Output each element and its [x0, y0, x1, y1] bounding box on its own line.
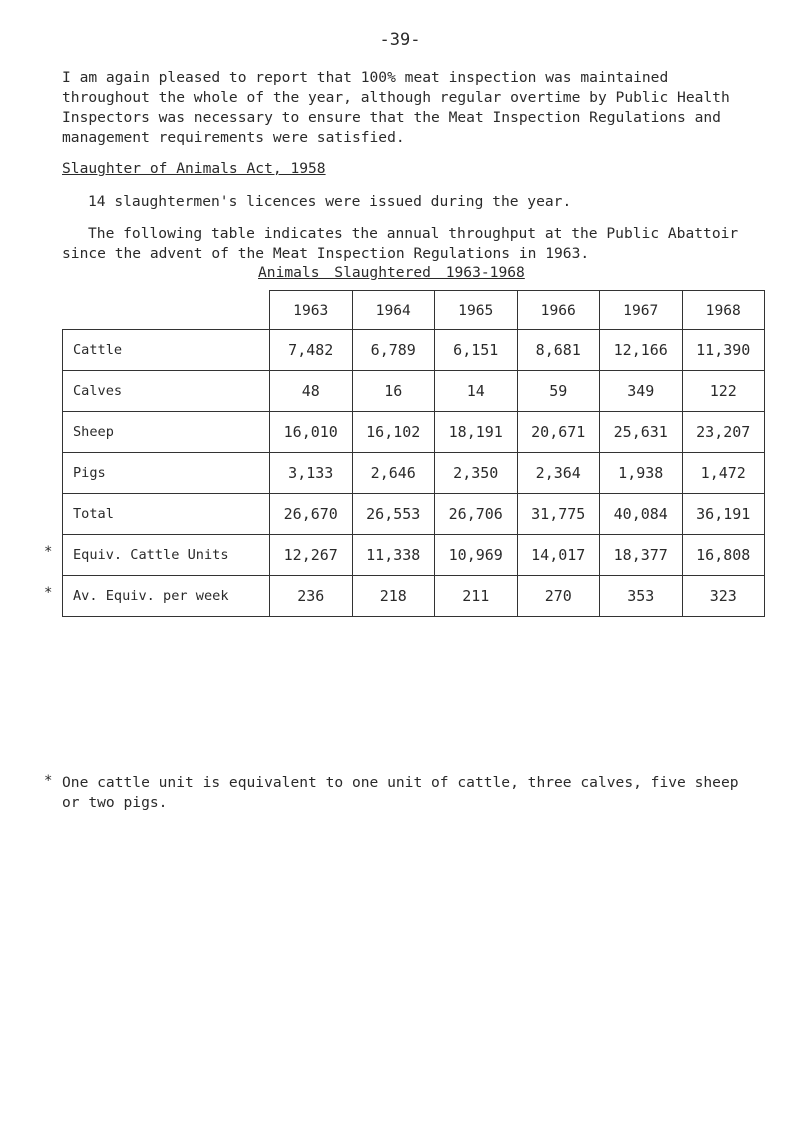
table-cell: 31,775 [517, 494, 600, 535]
table-cell: 2,646 [352, 453, 435, 494]
table-cell: 26,670 [270, 494, 353, 535]
table-cell: 16,102 [352, 412, 435, 453]
table-cell: 48 [270, 371, 353, 412]
table-row [63, 412, 765, 453]
table-row [63, 371, 765, 412]
table-cell: 2,350 [435, 453, 518, 494]
table-row [63, 576, 765, 617]
table-cell: 12,267 [270, 535, 353, 576]
table-row [63, 330, 765, 371]
table-cell: 14 [435, 371, 518, 412]
table-row [63, 494, 765, 535]
header-year: 1967 [600, 291, 683, 330]
table-cell: 20,671 [517, 412, 600, 453]
header-year: 1964 [352, 291, 435, 330]
row-label: Cattle [63, 330, 270, 371]
table-cell: 6,789 [352, 330, 435, 371]
table-cell: 18,377 [600, 535, 683, 576]
table-cell: 36,191 [682, 494, 765, 535]
table-cell: 1,472 [682, 453, 765, 494]
table-cell: 40,084 [600, 494, 683, 535]
table-cell: 7,482 [270, 330, 353, 371]
table-cell: 211 [435, 576, 518, 617]
header-year: 1966 [517, 291, 600, 330]
table-header-row [63, 291, 765, 330]
section-heading: Slaughter of Animals Act, 1958 [62, 160, 326, 177]
header-corner [63, 291, 270, 330]
table-cell: 11,338 [352, 535, 435, 576]
table-cell: 16 [352, 371, 435, 412]
row-label: Equiv. Cattle Units [63, 535, 270, 576]
header-year: 1965 [435, 291, 518, 330]
table-body [63, 330, 765, 617]
table-cell: 122 [682, 371, 765, 412]
table-cell: 323 [682, 576, 765, 617]
table-cell: 218 [352, 576, 435, 617]
table-cell: 11,390 [682, 330, 765, 371]
row-label: Calves [63, 371, 270, 412]
header-year: 1968 [682, 291, 765, 330]
table-intro: The following table indicates the annual throughput at the Public Abattoir since the advent of the Meat Inspection Regulations in 1963. [62, 225, 739, 262]
footnote: One cattle unit is equivalent to one unit of cattle, three calves, five sheep or two pigs. [62, 774, 739, 811]
table-row [63, 535, 765, 576]
table-cell: 236 [270, 576, 353, 617]
table-cell: 3,133 [270, 453, 353, 494]
licences-text: 14 slaughtermen's licences were issued during the year. [88, 193, 572, 210]
table-cell: 6,151 [435, 330, 518, 371]
table-cell: 26,706 [435, 494, 518, 535]
page-number: -39- [379, 30, 421, 50]
row-asterisk: * [44, 585, 53, 601]
intro-paragraph: I am again pleased to report that 100% meat inspection was maintained throughout the whole of the year, although regular overtime by Public Health Inspectors was necessary to ensure that the Meat Inspection Regulations and management requirements were satisfied. [62, 69, 730, 146]
row-asterisk: * [44, 544, 53, 560]
table-cell: 2,364 [517, 453, 600, 494]
table-cell: 59 [517, 371, 600, 412]
table-cell: 16,010 [270, 412, 353, 453]
table-cell: 270 [517, 576, 600, 617]
table-cell: 8,681 [517, 330, 600, 371]
table-row [63, 453, 765, 494]
table-cell: 14,017 [517, 535, 600, 576]
table-title: Animals Slaughtered 1963-1968 [258, 264, 525, 281]
header-year: 1963 [270, 291, 353, 330]
table-cell: 10,969 [435, 535, 518, 576]
row-label: Total [63, 494, 270, 535]
row-label: Av. Equiv. per week [63, 576, 270, 617]
table-cell: 12,166 [600, 330, 683, 371]
row-label: Sheep [63, 412, 270, 453]
table-cell: 349 [600, 371, 683, 412]
row-label: Pigs [63, 453, 270, 494]
table-cell: 1,938 [600, 453, 683, 494]
animals-slaughtered-table [62, 290, 765, 617]
table-cell: 23,207 [682, 412, 765, 453]
footnote-marker: * [44, 773, 53, 789]
table-cell: 353 [600, 576, 683, 617]
table-cell: 25,631 [600, 412, 683, 453]
table-cell: 26,553 [352, 494, 435, 535]
table-cell: 18,191 [435, 412, 518, 453]
table-cell: 16,808 [682, 535, 765, 576]
